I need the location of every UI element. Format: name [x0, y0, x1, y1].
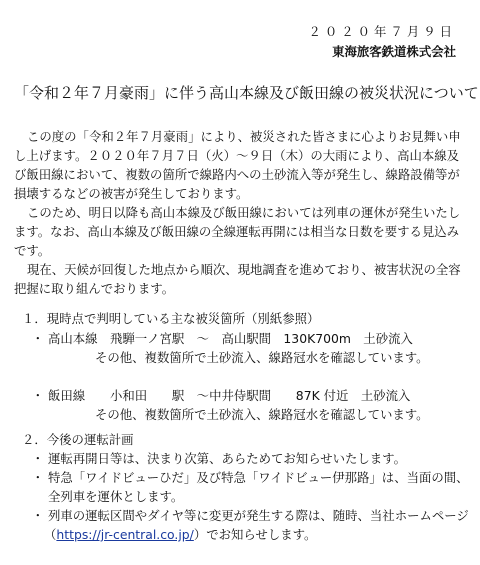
link-open-paren: （: [44, 527, 57, 542]
plan-item-text: 運転再開日等は、決まり次第、あらためてお知らせいたします。: [48, 451, 406, 466]
bullet: ・: [31, 470, 44, 485]
paragraph-2: このため、明日以降も高山本線及び飯田線においては列車の運休が発生いたします。なお、高山本線及び飯田線の全線運転再開には相当な日数を要する見込みです。: [14, 205, 461, 258]
damage-item-iida: [14, 386, 470, 405]
company-name: 東海旅客鉄道株式会社: [332, 44, 456, 59]
damage-item-takayama: [14, 329, 470, 348]
section-2-heading: ２．今後の運転計画: [22, 432, 134, 447]
paragraph-3: 現在、天候が回復した地点から順次、現地調査を進めており、被害状況の全容把握に取り組んでおります。: [14, 262, 461, 296]
section-damage-locations: [14, 309, 470, 424]
homepage-line: [14, 525, 470, 544]
body-text: [14, 127, 470, 298]
plan-item-1: [14, 449, 470, 468]
document-title: 「令和２年７月豪雨」に伴う高山本線及び飯田線の被災状況について: [14, 84, 479, 102]
plan-item-text: 列車の運転区間やダイヤ等に変更が発生する際は、随時、当社ホームページ: [48, 508, 469, 523]
section-1-heading: １．現時点で判明している主な被災箇所（別紙参照）: [22, 311, 320, 326]
header-block: [308, 22, 456, 62]
release-date: ２０２０年７月９日: [308, 24, 456, 39]
link-close-text: ）でお知らせします。: [193, 527, 317, 542]
bullet: ・: [31, 451, 44, 466]
paragraph-1: この度の「令和２年７月豪雨」により、被災された皆さまに心よりお見舞い申し上げます。２０２０年７月７日（火）～９日（木）の大雨により、高山本線及び飯田線において、複数の箇所で線路内への土砂流入等が発生し、線路設備等が損壊するなどの被害が発生しております。: [14, 129, 461, 201]
damage-item-note: その他、複数箇所で土砂流入、線路冠水を確認しています。: [95, 407, 429, 422]
plan-item-text: 特急「ワイドビューひだ」及び特急「ワイドビュー伊那路」は、当面の間、全列車を運休とします。: [48, 470, 469, 504]
damage-item-note: その他、複数箇所で土砂流入、線路冠水を確認しています。: [95, 350, 429, 365]
damage-item-line: 飯田線 小和田 駅 ～中井侍駅間 87K 付近 土砂流入: [48, 388, 411, 403]
bullet: ・: [31, 331, 44, 346]
plan-item-2: [14, 468, 470, 506]
section-operation-plan: [14, 430, 470, 544]
bullet: ・: [31, 388, 44, 403]
homepage-link[interactable]: https://jr-central.co.jp/: [56, 527, 194, 542]
damage-item-line: 高山本線 飛騨一ノ宮駅 ～ 高山駅間 130K700m 土砂流入: [48, 331, 413, 346]
bullet: ・: [31, 508, 44, 523]
plan-item-3: [14, 506, 470, 525]
